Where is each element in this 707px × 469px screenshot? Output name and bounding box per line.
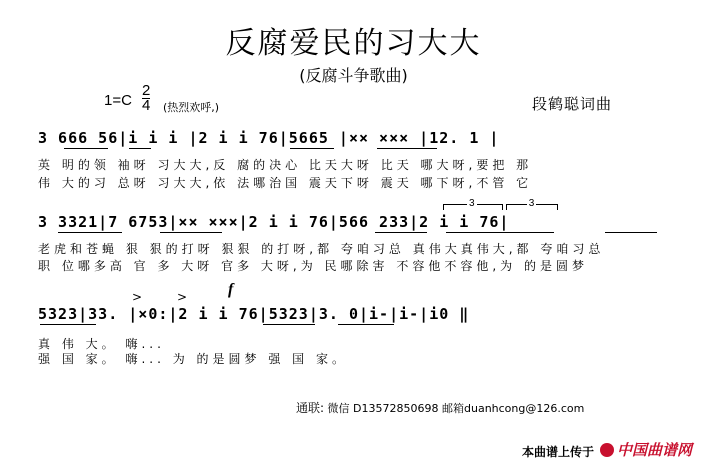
beam-line <box>605 232 657 233</box>
triplet-bracket: 3 <box>506 198 558 209</box>
beam-line <box>338 324 394 325</box>
beam-line <box>129 148 151 149</box>
beam-line <box>64 148 108 149</box>
site-logo[interactable] <box>600 439 692 460</box>
beam-line <box>377 148 437 149</box>
tempo-marking: (热烈欢呼,) <box>163 101 220 114</box>
site-name: 中国曲谱网 <box>617 441 693 459</box>
beam-line <box>40 324 96 325</box>
author-credit: 段鹤聪词曲 <box>532 95 613 113</box>
song-title: 反腐爱民的习大大 <box>225 26 482 61</box>
lyric-row-3-verse-2: 强 国 家。 嗨... 为 的是圆梦 强 国 家。 <box>38 352 348 366</box>
accent-mark: > <box>132 290 143 304</box>
lyric-row-2-verse-1: 老虎和苍蝇 狠 狠的打呀 狠狠 的打呀,都 夸咱习总 真伟大真伟大,都 夸咱习总 <box>38 242 605 256</box>
meter-numerator: 2 <box>142 82 151 99</box>
notation-row-3: 5323|33. |×0:|2 i i 76|5323|3. 0|i-|i-|i0 ‖ <box>38 305 470 323</box>
contact-label: 通联: <box>296 401 325 415</box>
accent-mark: > <box>177 290 188 304</box>
triplet-bracket: 3 <box>443 198 503 209</box>
song-subtitle: (反腐斗争歌曲) <box>299 66 408 85</box>
logo-icon <box>600 443 614 457</box>
contact-info <box>296 399 584 416</box>
notation-row-2: 3 3321|7 6753|×× ×××|2 i i 76|566 233|2 i i 76| <box>38 213 510 231</box>
beam-line <box>263 324 315 325</box>
lyric-row-1-verse-2: 伟 大的习 总呀 习大大,依 法哪治国 震天下呀 震天 哪下呀,不管 它 <box>38 176 533 190</box>
beam-line <box>160 232 222 233</box>
beam-line <box>446 232 554 233</box>
lyric-row-1-verse-1: 英 明的领 袖呀 习大大,反 腐的决心 比天大呀 比天 哪大呀,要把 那 <box>38 158 533 172</box>
dynamic-forte: f <box>228 281 234 298</box>
beam-line <box>375 232 427 233</box>
lyric-row-2-verse-2: 职 位哪多高 官 多 大呀 官多 大呀,为 民哪除害 不容他不容他,为 的是圆梦 <box>38 259 588 273</box>
lyric-row-3-verse-1: 真 伟 大。 嗨... <box>38 337 165 351</box>
upload-note: 本曲谱上传于 <box>522 445 595 459</box>
contact-text: 微信 D13572850698 邮箱duanhcong@126.com <box>327 402 585 415</box>
time-signature <box>142 84 150 113</box>
beam-line <box>290 148 334 149</box>
key-signature: 1=C <box>104 92 132 109</box>
notation-row-1: 3 666 56|i i i |2 i i 76|5665 |×× ××× |12. 1 | <box>38 129 500 147</box>
meter-denominator: 4 <box>142 97 151 114</box>
beam-line <box>58 232 122 233</box>
